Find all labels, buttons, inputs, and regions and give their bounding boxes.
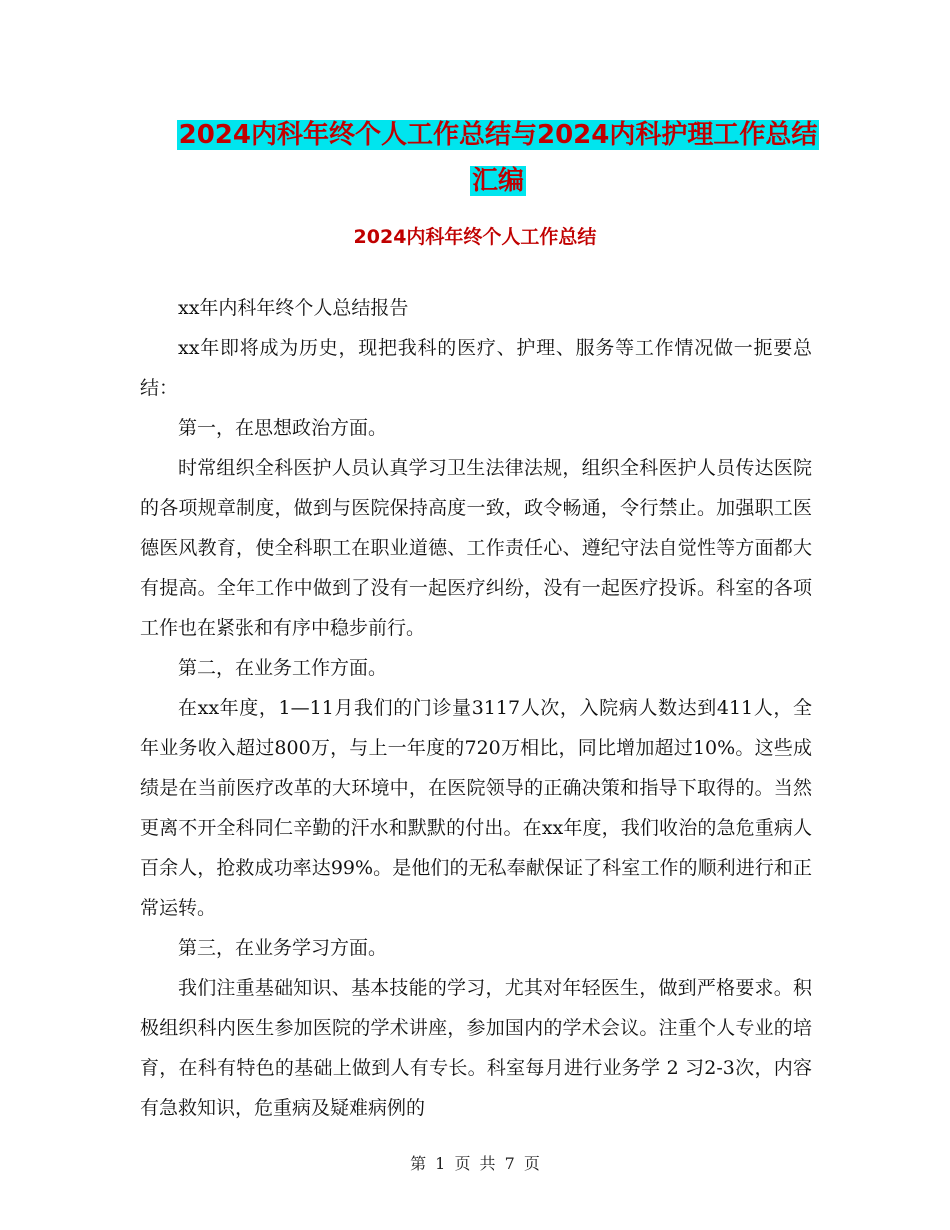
paragraph: 第二，在业务工作方面。 bbox=[178, 657, 388, 679]
paragraph: 在xx年度，1—11月我们的门诊量3117人次，入院病人数达到411人，全年业务收入超过800万，与上一年度的720万相比，同比增加超过10%。这些成绩是在当前医疗改革的大环境中，在医院领导的正确决策和指导下取得的。当然更离不开全科同仁辛勤的汗水和默默的付出。在xx年度，我们收治的急危重病人百余人，抢救成功率达99%。是他们的无私奉献保证了科室工作的顺利进行和正常运转。 bbox=[140, 697, 812, 919]
paragraph: 时常组织全科医护人员认真学习卫生法律法规，组织全科医护人员传达医院的各项规章制度，做到与医院保持高度一致，政令畅通，令行禁止。加强职工医德医风教育，使全科职工在职业道德、工作责任心、遵纪守法自觉性等方面都大有提高。全年工作中做到了没有一起医疗纠纷，没有一起医疗投诉。科室的各项工作也在紧张和有序中稳步前行。 bbox=[140, 457, 812, 639]
paragraph: 第一，在思想政治方面。 bbox=[178, 417, 388, 439]
document-title-line2: 汇编 bbox=[471, 166, 524, 196]
paragraph: xx年即将成为历史，现把我科的医疗、护理、服务等工作情况做一扼要总结： bbox=[140, 337, 812, 399]
document-title-line1: 2024内科年终个人工作总结与2024内科护理工作总结 bbox=[178, 120, 818, 150]
section-title: 2024内科年终个人工作总结 bbox=[353, 226, 597, 248]
document-body bbox=[140, 288, 812, 1128]
paragraph: xx年内科年终个人总结报告 bbox=[178, 297, 409, 319]
paragraph: 第三，在业务学习方面。 bbox=[178, 937, 388, 959]
paragraph: 我们注重基础知识、基本技能的学习，尤其对年轻医生，做到严格要求。积极组织科内医生参加医院的学术讲座，参加国内的学术会议。注重个人专业的培育，在科有特色的基础上做到人有专长。科室每月进行业务学 2 习2-3次，内容有急救知识，危重病及疑难病例的 bbox=[140, 977, 812, 1119]
page-number-footer: 第 1 页 共 7 页 bbox=[410, 1154, 540, 1173]
document-title bbox=[140, 112, 856, 204]
